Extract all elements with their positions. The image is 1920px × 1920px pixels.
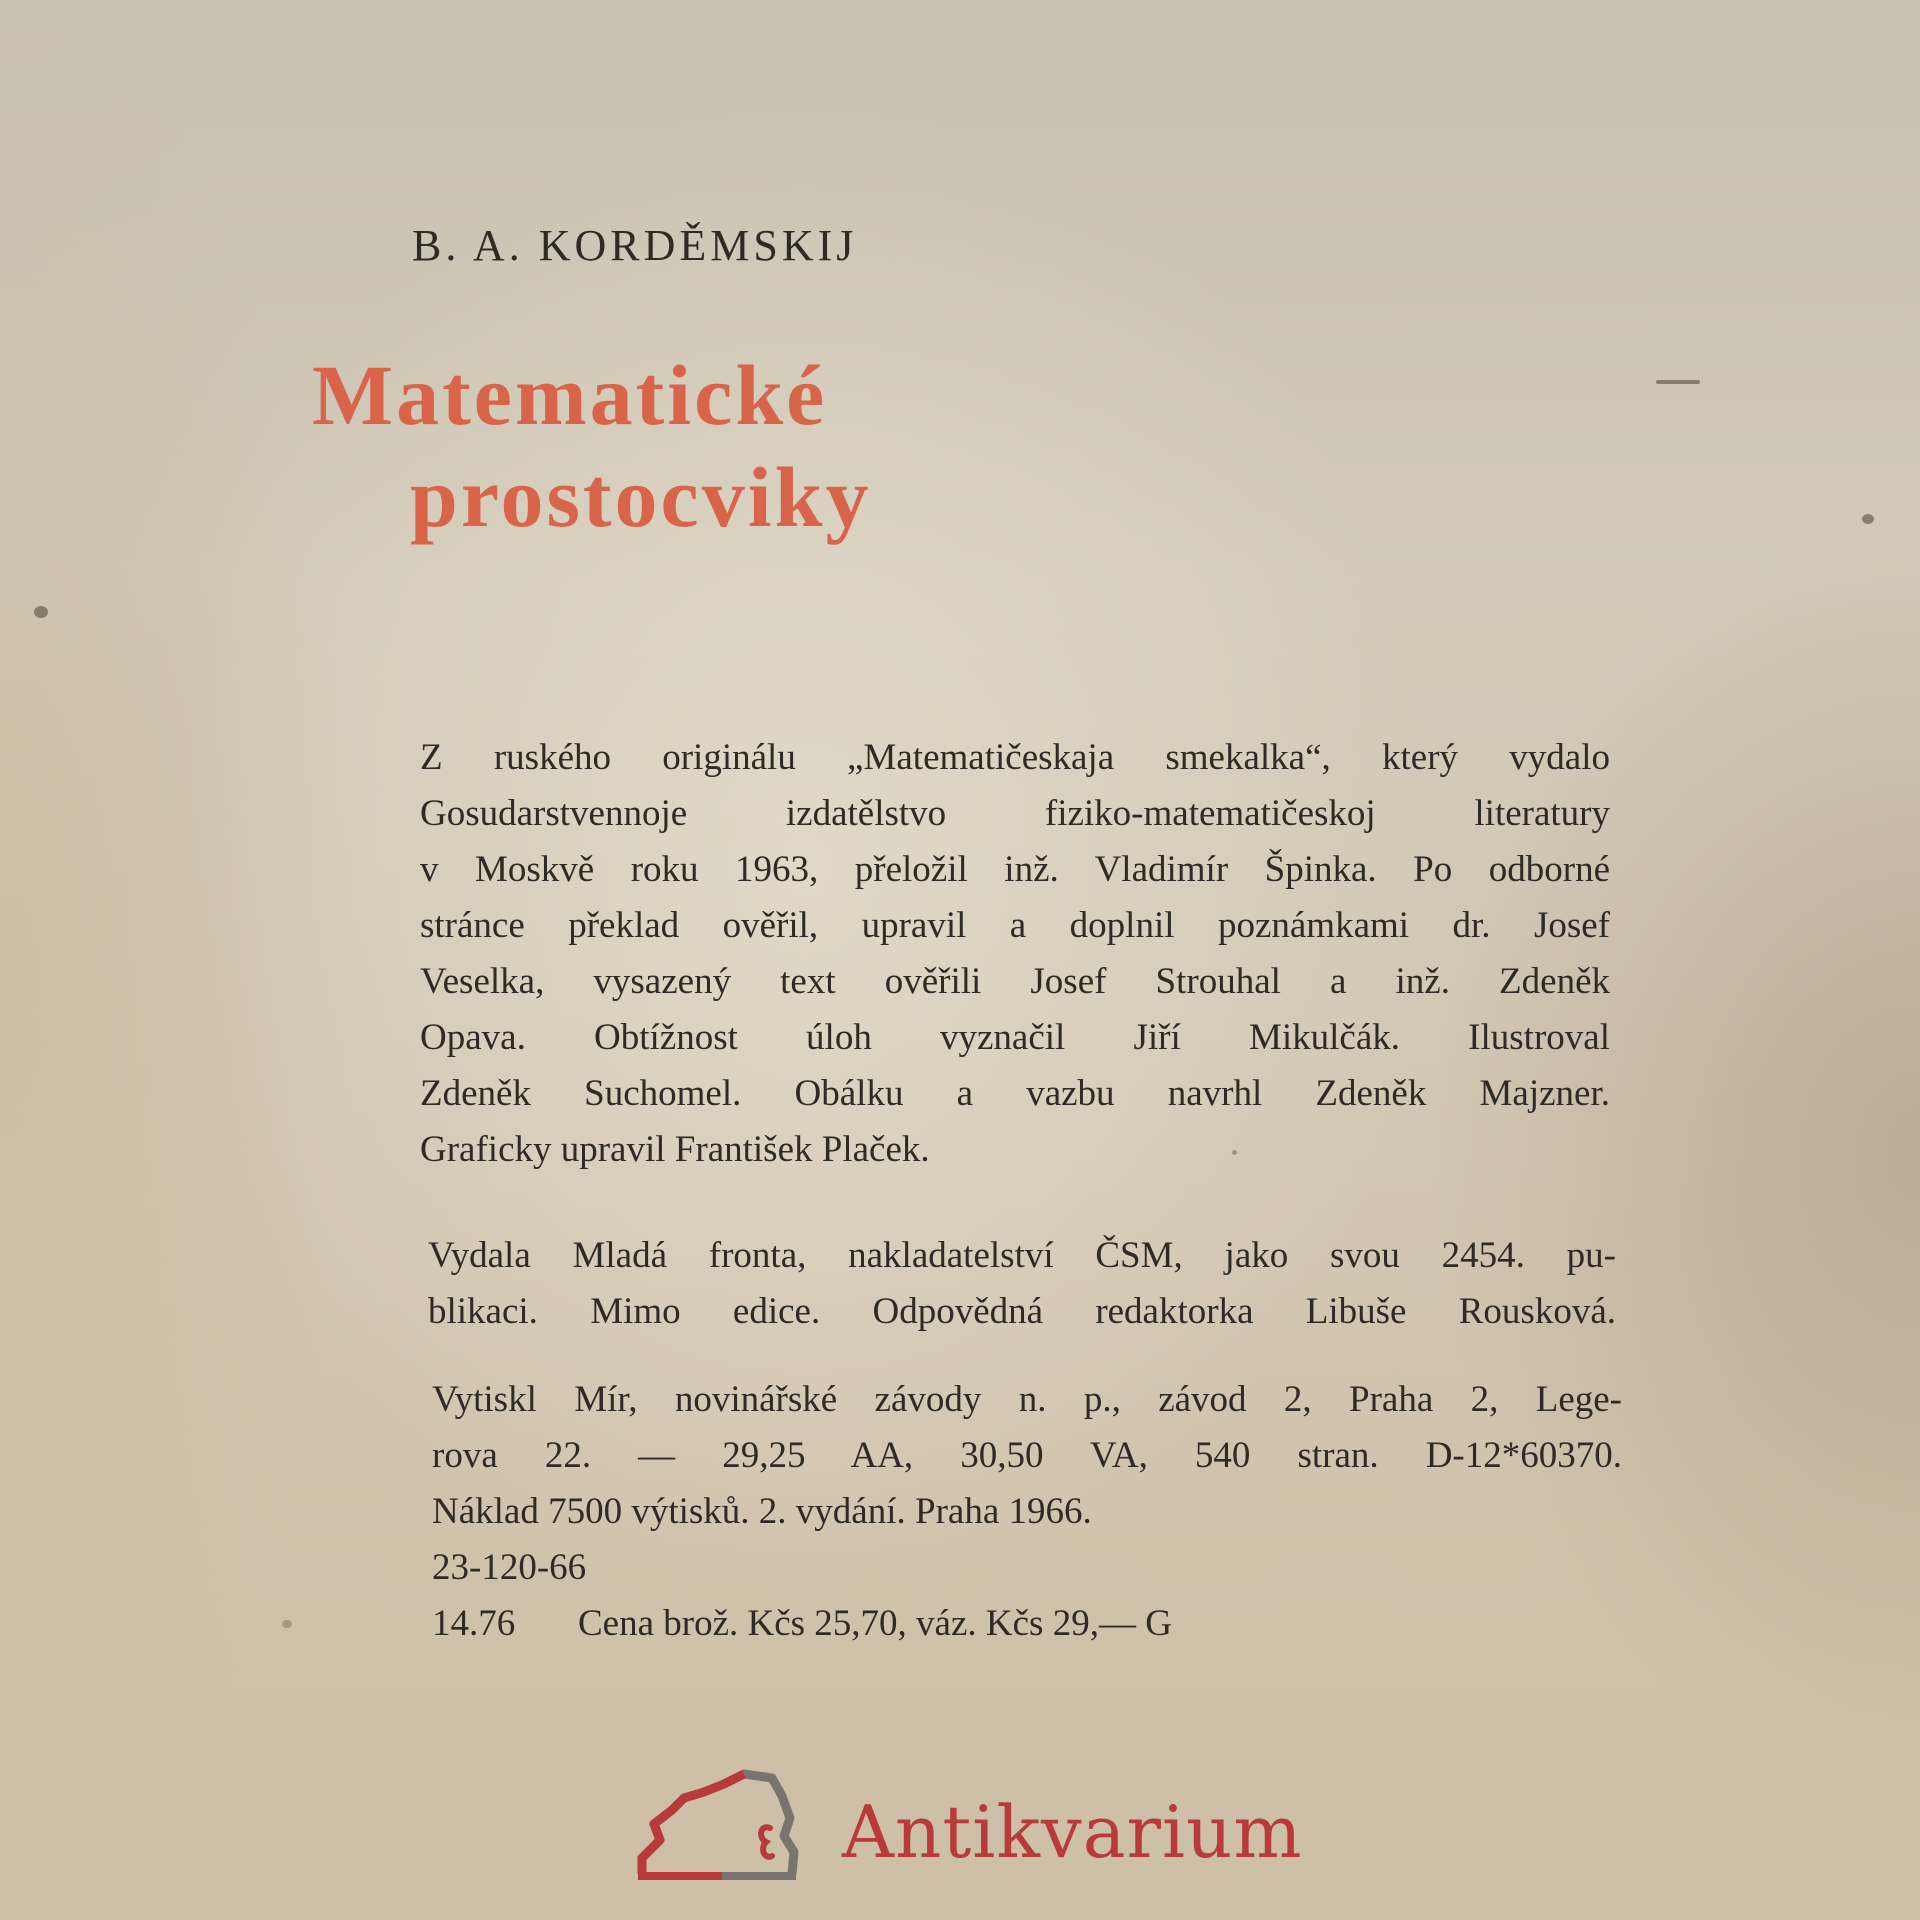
price-code: 14.76	[432, 1603, 516, 1644]
printer-line: Vytiskl Mír, novinářské závody n. p., závod 2, Praha 2, Lege-	[432, 1379, 1622, 1420]
credits-line: v Moskvě roku 1963, přeložil inž. Vladimír Špinka. Po odborné	[420, 849, 1610, 890]
author-name: B. A. KORDĚMSKIJ	[412, 221, 858, 270]
publisher-line: blikaci. Mimo edice. Odpovědná redaktorka Libuše Rousková.	[428, 1291, 1616, 1332]
antikvarium-logo-icon	[632, 1762, 812, 1882]
paper-spot	[282, 1620, 292, 1628]
antikvarium-watermark-text: Antikvarium	[842, 1790, 1303, 1874]
printer-line: rova 22. — 29,25 AA, 30,50 VA, 540 stran. D-12*60370.	[432, 1435, 1622, 1476]
credits-line: Zdeněk Suchomel. Obálku a vazbu navrhl Zdeněk Majzner.	[420, 1073, 1610, 1114]
catalog-number: 23-120-66	[432, 1547, 587, 1588]
price-text: Cena brož. Kčs 25,70, váz. Kčs 29,— G	[578, 1603, 1172, 1644]
credits-line: Z ruského originálu „Matematičeskaja smekalka“, který vydalo	[420, 737, 1610, 778]
paper-spot	[1862, 514, 1874, 524]
price-line	[432, 1596, 1622, 1652]
paper-spot	[34, 606, 48, 618]
credits-line: Gosudarstvennoje izdatělstvo fiziko-matematičeskoj literatury	[420, 793, 1610, 834]
book-title-line-2: prostocviky	[410, 449, 872, 545]
credits-line: Opava. Obtížnost úloh vyznačil Jiří Mikulčák. Ilustroval	[420, 1017, 1610, 1058]
publisher-line: Vydala Mladá fronta, nakladatelství ČSM, jako svou 2454. pu-	[428, 1235, 1616, 1276]
printer-info	[432, 1372, 1622, 1652]
printer-line: Náklad 7500 výtisků. 2. vydání. Praha 1966.	[432, 1491, 1092, 1532]
translation-credits	[420, 730, 1610, 1178]
credits-line: Veselka, vysazený text ověřili Josef Strouhal a inž. Zdeněk	[420, 961, 1610, 1002]
book-title-line-1: Matematické	[312, 347, 828, 443]
credits-line: stránce překlad ověřil, upravil a doplnil poznámkami dr. Josef	[420, 905, 1610, 946]
credits-line: Graficky upravil František Plaček.	[420, 1129, 930, 1170]
publisher-info	[428, 1228, 1616, 1340]
paper-spot	[1656, 380, 1700, 384]
